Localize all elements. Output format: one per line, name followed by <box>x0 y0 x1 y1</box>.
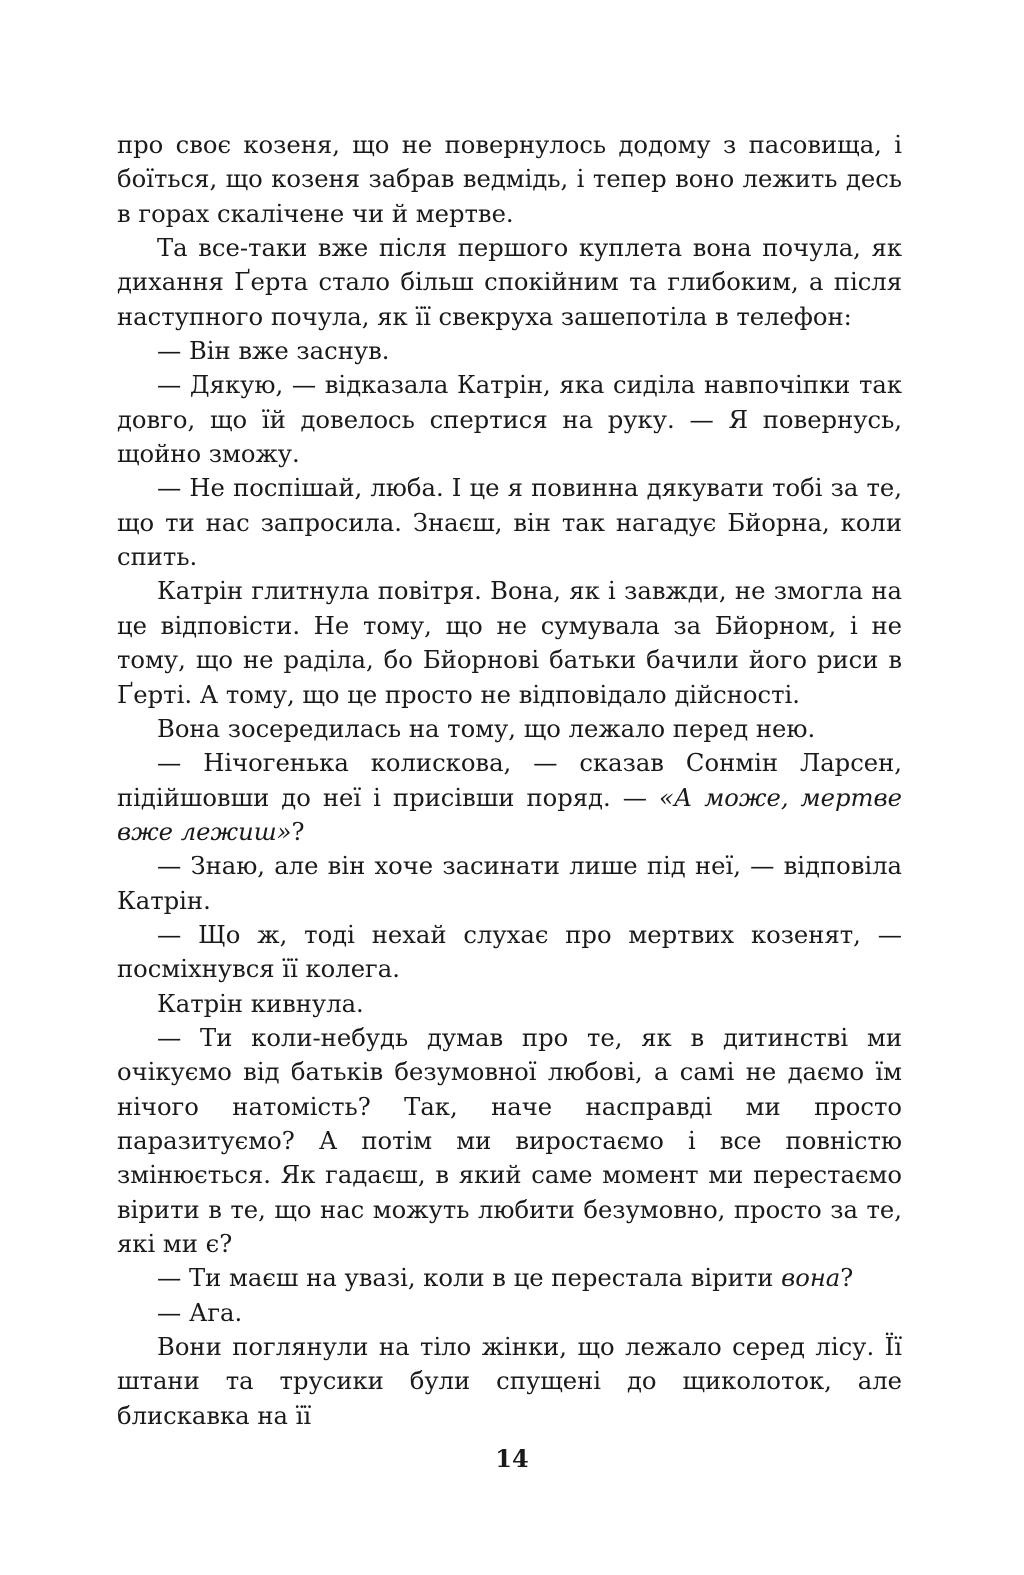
paragraph-text: ? <box>291 816 305 846</box>
paragraph-text: ? <box>840 1263 854 1293</box>
page-text <box>117 128 902 1433</box>
paragraph: — Знаю, але він хоче засинати лише під неї, — відповіла Катрін. <box>117 851 902 915</box>
paragraph: Та все-таки вже після першого куплета вона почула, як дихання Ґерта стало більш спокійним та глибоким, а після наступного почула, як її свекруха зашепотіла в телефон: <box>117 233 902 331</box>
paragraph: Катрін кивнула. <box>157 988 364 1018</box>
paragraph: — Що ж, тоді нехай слухає про мертвих козенят, — посміхнувся її колега. <box>117 919 902 984</box>
page-number: 14 <box>495 1444 529 1473</box>
italic-quote: «А може, мертве вже лежиш» <box>117 782 902 846</box>
italic-emphasis: вона <box>781 1263 841 1293</box>
paragraph: про своє козеня, що не повернулось додому з пасовища, і боїться, що козеня забрав ведмідь, і тепер воно лежить десь в горах скалічене чи й мертве. <box>117 130 902 228</box>
paragraph: — Ти коли-небудь думав про те, як в дитинстві ми очікуємо від батьків безумовної любові, а самі не даємо їм нічого натомість? Так, наче насправді ми просто паразитуємо? А потім ми виростаємо і все повністю змінюється. Як гадаєш, в який саме момент ми перестаємо вірити в те, що нас можуть любити безумовно, просто за те, які ми є? <box>117 1022 902 1258</box>
paragraph: — Не поспішай, люба. І це я повинна дякувати тобі за те, що ти нас запросила. Знаєш, він так нагадує Бйорна, коли спить. <box>117 473 902 572</box>
paragraph: — Дякую, — відказала Катрін, яка сиділа навпочіпки так довго, що їй довелось спертися на руку. — Я повернусь, щойно зможу. <box>117 370 902 469</box>
paragraph: Вона зосередилась на тому, що лежало перед нею. <box>157 713 816 743</box>
paragraph <box>117 746 902 849</box>
paragraph-text: — Ти маєш на увазі, коли в це перестала вірити <box>157 1263 782 1293</box>
paragraph: — Ага. <box>157 1297 243 1327</box>
paragraph: Вони поглянули на тіло жінки, що лежало серед лісу. Її штани та трусики були спущені до щиколоток, але блискавка на її <box>117 1332 902 1430</box>
paragraph-text: — Нічогенька колискова, — сказав Сонмін Ларсен, підійшовши до неї і присівши поряд. — <box>117 748 902 812</box>
paragraph: Катрін глитнула повітря. Вона, як і завжди, не змогла на це відповісти. Не тому, що не сумувала за Бйорном, і не тому, що не раділа, бо Бйорнові батьки бачили його риси в Ґерті. А тому, що це просто не відповідало дійсності. <box>117 576 902 709</box>
paragraph <box>117 1261 902 1295</box>
paragraph: — Він вже заснув. <box>157 336 390 366</box>
